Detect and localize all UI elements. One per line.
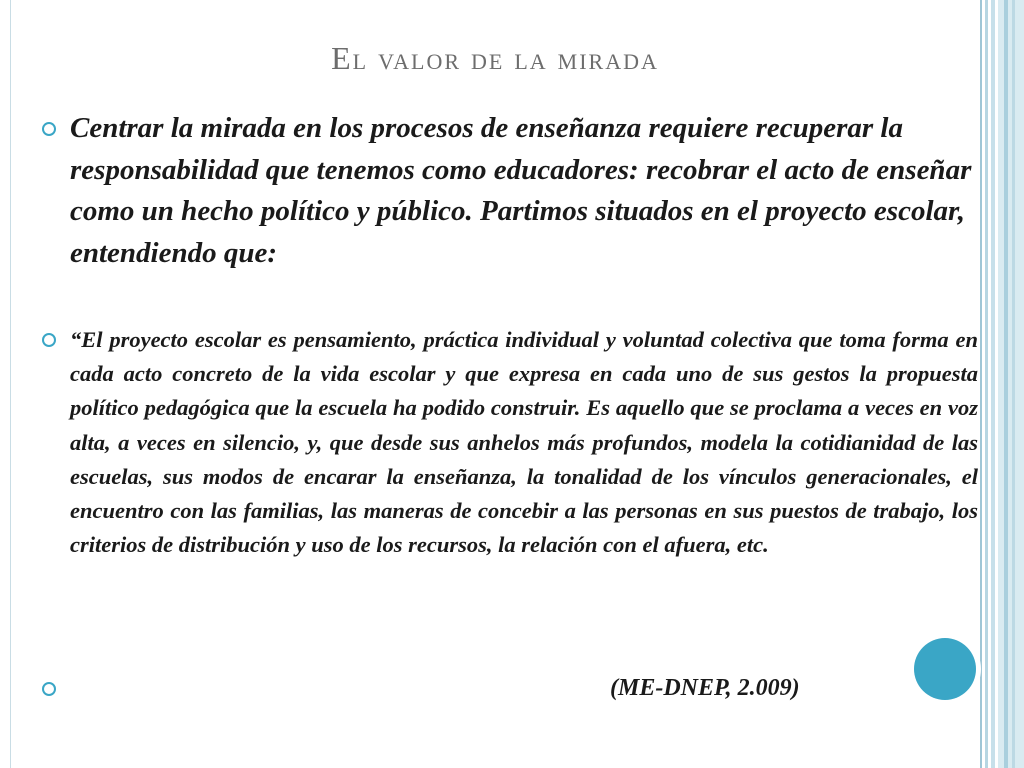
stripe (991, 0, 995, 768)
slide-title: El valor de la mirada (331, 40, 659, 76)
stripe (998, 0, 1024, 768)
circle-bullet-icon (42, 333, 56, 347)
bullet-text-citation: (ME-DNEP, 2.009) (610, 675, 800, 701)
stripe (1012, 0, 1015, 768)
bullet-text-quote: “El proyecto escolar es pensamiento, práctica individual y voluntad colectiva que toma forma en cada acto concreto de la vida escolar y que expresa en cada uno de sus gestos la propuesta político pedagógica que la escuela ha podido construir. Es aquello que se proclama a veces en voz alta, a veces en silencio, y, que desde sus anhelos más profundos, modela la cotidianidad de las escuelas, sus modos de encarar la enseñanza, la tonalidad de los vínculos generacionales, el encuentro con las familias, las maneras de concebir a las personas en sus puestos de trabajo, los criterios de distribución y uso de los recursos, la relación con el afuera, etc. (70, 327, 978, 558)
bullet-text-intro: Centrar la mirada en los procesos de enseñanza requiere recuperar la responsabilidad que tenemos como educadores: recobrar el acto de enseñar como un hecho político y público. Partimos situados en el proyecto escolar, entendiendo que: (70, 112, 972, 269)
circle-bullet-icon (42, 682, 56, 696)
stripe (1004, 0, 1008, 768)
circle-bullet-icon (42, 122, 56, 136)
blue-circle-icon (914, 638, 976, 700)
left-decorative-rule (10, 0, 11, 768)
